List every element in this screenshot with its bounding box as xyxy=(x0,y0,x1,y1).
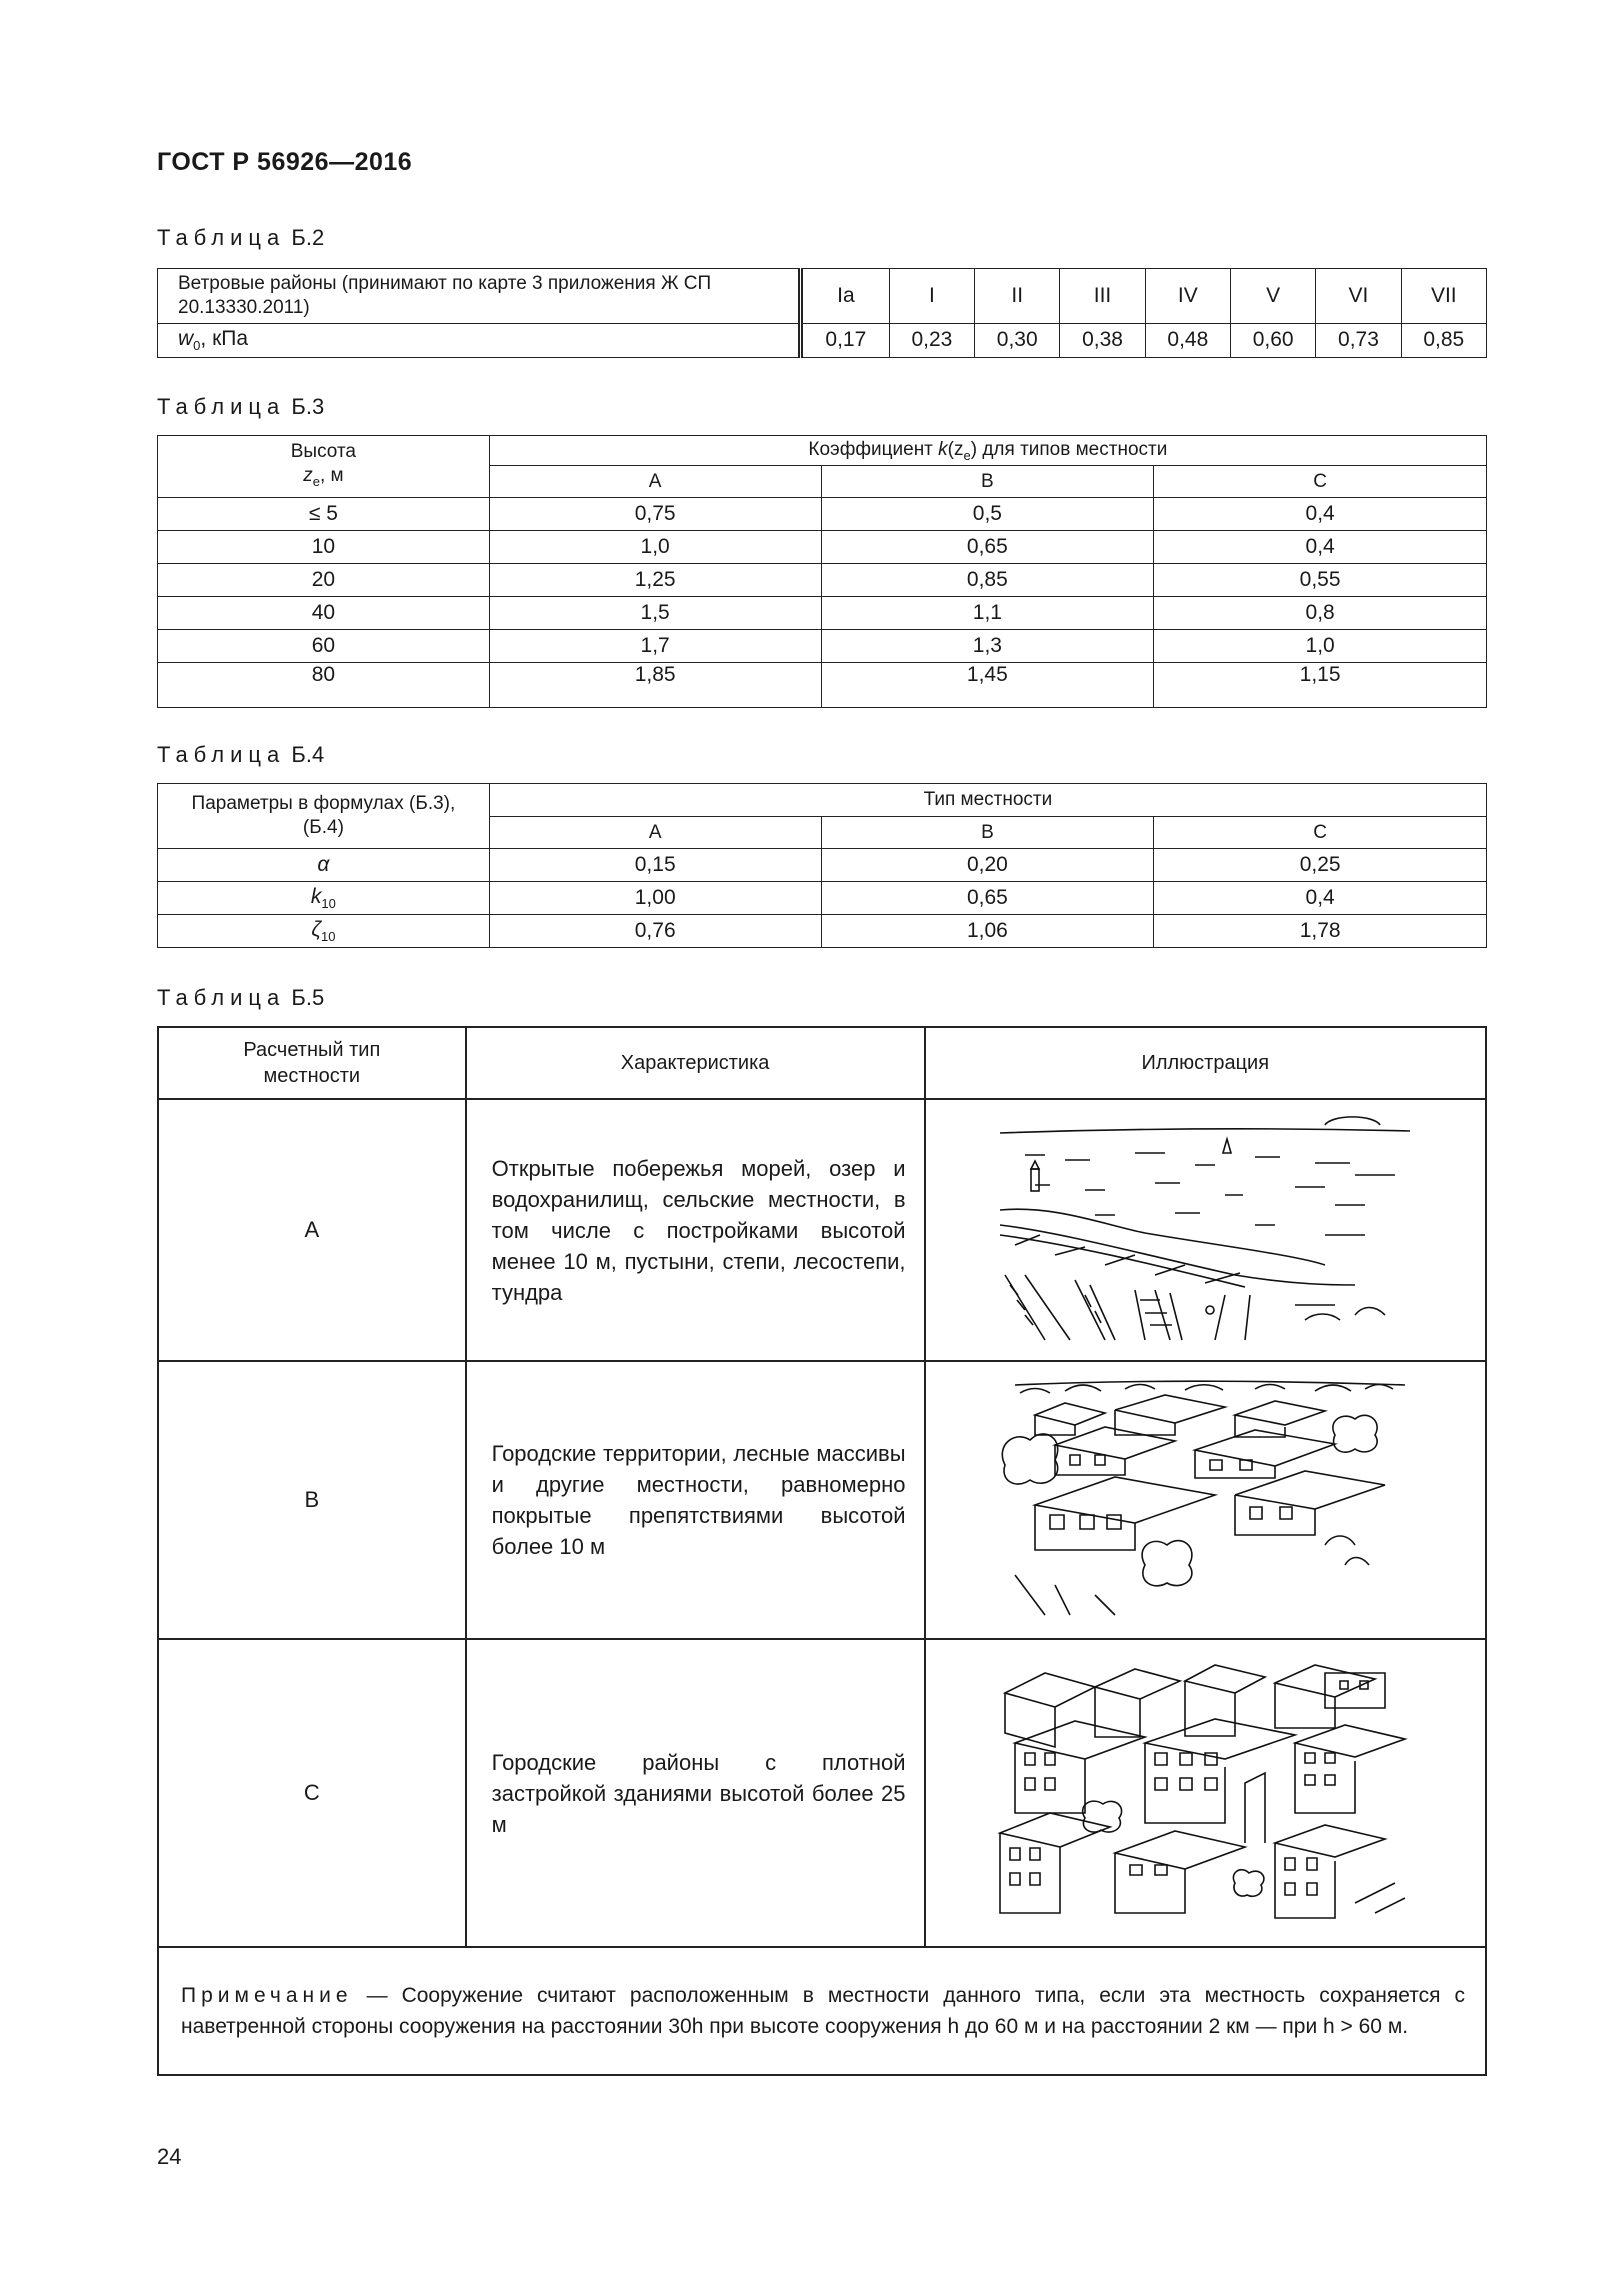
terrain-type-header: A xyxy=(489,817,821,849)
wind-district-cell: IV xyxy=(1145,269,1230,324)
table-b3-body xyxy=(158,498,1487,708)
z-subscript: e xyxy=(963,447,971,463)
height-cell: 80 xyxy=(158,663,490,708)
coefficient-cell: 1,7 xyxy=(489,630,821,663)
w-unit: , кПа xyxy=(200,327,249,351)
coefficient-cell: 0,75 xyxy=(489,498,821,531)
coefficient-cell: 1,25 xyxy=(489,564,821,597)
table-caption-number: Б.4 xyxy=(291,742,325,767)
k-symbol: k xyxy=(938,438,948,460)
table-b2-row1-label: Ветровые районы (принимают по карте 3 приложения Ж СП 20.13330.2011) xyxy=(158,269,801,324)
table-b5-caption xyxy=(157,985,324,1011)
page-number: 24 xyxy=(157,2144,182,2169)
parameter-value-cell: 1,00 xyxy=(489,882,821,915)
wind-district-cell: Ia xyxy=(801,269,890,324)
wind-district-cell: VI xyxy=(1316,269,1401,324)
note-text: — Сооружение считают расположенным в местности данного типа, если эта местность сохраняется с наветренной стороны сооружения на расстоянии 30h при высоте сооружения h до 60 м и на расстоянии 2 км — при h > 60 м. xyxy=(181,1984,1465,2038)
height-cell: 10 xyxy=(158,531,490,564)
terrain-type: A xyxy=(158,1099,466,1361)
table-row xyxy=(158,915,1487,948)
table-row xyxy=(158,849,1487,882)
table-row xyxy=(158,882,1487,915)
coefficient-cell: 0,55 xyxy=(1154,564,1487,597)
wind-district-cell: III xyxy=(1060,269,1145,324)
table-caption-prefix: Таблица xyxy=(157,394,286,419)
wind-pressure-cell: 0,85 xyxy=(1401,323,1486,357)
height-cell: ≤ 5 xyxy=(158,498,490,531)
table-b2-row2-label xyxy=(158,323,801,357)
wind-district-cell: I xyxy=(889,269,974,324)
illustration-cell xyxy=(925,1639,1486,1947)
coefficient-cell: 1,1 xyxy=(821,597,1154,630)
wind-pressure-cell: 0,17 xyxy=(801,323,890,357)
parameter-value-cell: 0,4 xyxy=(1154,882,1487,915)
height-label: Высота xyxy=(290,440,356,462)
terrain-type: B xyxy=(158,1361,466,1639)
table-b4-caption xyxy=(157,742,324,768)
table-b3-coef-header xyxy=(489,436,1486,466)
wind-pressure-cell: 0,60 xyxy=(1230,323,1315,357)
table-caption-number: Б.2 xyxy=(291,225,325,250)
parameter-value-cell: 0,65 xyxy=(821,882,1154,915)
table-caption-prefix: Таблица xyxy=(157,742,286,767)
table-caption-prefix: Таблица xyxy=(157,985,286,1010)
table-row xyxy=(158,564,1487,597)
parameter-subscript: 10 xyxy=(321,896,336,911)
coefficient-cell: 1,45 xyxy=(821,663,1154,708)
coefficient-cell: 1,3 xyxy=(821,630,1154,663)
terrain-description: Городские районы с плотной застройкой зданиями высотой более 25 м xyxy=(466,1639,925,1947)
terrain-type-header: C xyxy=(1154,466,1487,498)
table-caption-number: Б.5 xyxy=(291,985,325,1010)
parameter-value-cell: 0,25 xyxy=(1154,849,1487,882)
w-symbol: w xyxy=(178,327,194,351)
parameter-value-cell: 0,76 xyxy=(489,915,821,948)
z-subscript: e xyxy=(312,473,320,489)
parameter-cell xyxy=(158,915,490,948)
open-coast-illustration xyxy=(995,1115,1415,1345)
parameter-symbol: ζ xyxy=(311,918,322,941)
coefficient-cell: 0,65 xyxy=(821,531,1154,564)
table-row xyxy=(158,597,1487,630)
document-header: ГОСТ Р 56926—2016 xyxy=(157,148,413,176)
coefficient-cell: 1,5 xyxy=(489,597,821,630)
coefficient-cell: 0,85 xyxy=(821,564,1154,597)
coefficient-cell: 0,5 xyxy=(821,498,1154,531)
parameter-cell xyxy=(158,849,490,882)
table-b5-col-type: Расчетный тип местности xyxy=(158,1027,466,1099)
table-row xyxy=(158,630,1487,663)
table-b5-col-characteristic: Характеристика xyxy=(466,1027,925,1099)
coefficient-cell: 0,4 xyxy=(1154,498,1487,531)
parameter-value-cell: 0,20 xyxy=(821,849,1154,882)
table-b4-type-header: Тип местности xyxy=(489,784,1486,817)
terrain-type-header: C xyxy=(1154,817,1487,849)
parameter-symbol: α xyxy=(317,853,330,876)
coefficient-cell: 1,85 xyxy=(489,663,821,708)
parameter-cell xyxy=(158,882,490,915)
table-row xyxy=(158,1099,1486,1361)
parameter-subscript: 10 xyxy=(321,929,336,944)
table-row xyxy=(158,663,1487,708)
terrain-type-header: B xyxy=(821,817,1154,849)
w-subscript: 0 xyxy=(193,338,201,354)
table-b4 xyxy=(157,783,1487,948)
illustration-cell xyxy=(925,1361,1486,1639)
parameter-symbol: k xyxy=(310,885,322,908)
table-b3 xyxy=(157,435,1487,708)
terrain-type: C xyxy=(158,1639,466,1947)
terrain-description: Открытые побережья морей, озер и водохранилищ, сельские местности, в том числе с постройками высотой менее 10 м, пустыни, степи, лесостепи, тундра xyxy=(466,1099,925,1361)
table-b3-height-header xyxy=(158,436,490,498)
table-caption-number: Б.3 xyxy=(291,394,325,419)
z-symbol: z xyxy=(303,464,313,486)
coefficient-cell: 1,15 xyxy=(1154,663,1487,708)
table-b4-body xyxy=(158,849,1487,948)
table-row xyxy=(158,531,1487,564)
wind-pressure-cell: 0,48 xyxy=(1145,323,1230,357)
parameter-value-cell: 0,15 xyxy=(489,849,821,882)
table-b5-col-illustration: Иллюстрация xyxy=(925,1027,1486,1099)
wind-pressure-cell: 0,30 xyxy=(975,323,1060,357)
table-b2 xyxy=(157,268,1487,358)
wind-district-cell: II xyxy=(975,269,1060,324)
wind-district-cell: VII xyxy=(1401,269,1486,324)
dense-city-illustration xyxy=(995,1653,1415,1933)
suburban-illustration xyxy=(995,1375,1415,1625)
wind-pressure-cell: 0,23 xyxy=(889,323,974,357)
coefficient-cell: 1,0 xyxy=(1154,630,1487,663)
height-unit: , м xyxy=(319,464,344,486)
table-b5-note xyxy=(158,1947,1486,2075)
table-row xyxy=(158,1361,1486,1639)
table-caption-prefix: Таблица xyxy=(157,225,286,250)
table-row xyxy=(158,1639,1486,1947)
wind-district-cell: V xyxy=(1230,269,1315,324)
note-label: Примечание xyxy=(181,1984,353,2007)
height-cell: 60 xyxy=(158,630,490,663)
coefficient-cell: 0,4 xyxy=(1154,531,1487,564)
coefficient-cell: 1,0 xyxy=(489,531,821,564)
terrain-description: Городские территории, лесные массивы и другие местности, равномерно покрытые препятствиями высотой более 10 м xyxy=(466,1361,925,1639)
z-open: (z xyxy=(947,438,964,460)
table-b3-caption xyxy=(157,394,324,420)
wind-pressure-cell: 0,38 xyxy=(1060,323,1145,357)
height-cell: 20 xyxy=(158,564,490,597)
parameter-value-cell: 1,06 xyxy=(821,915,1154,948)
terrain-type-header: A xyxy=(489,466,821,498)
coefficient-cell: 0,8 xyxy=(1154,597,1487,630)
wind-pressure-cell: 0,73 xyxy=(1316,323,1401,357)
table-b4-param-header: Параметры в формулах (Б.3), (Б.4) xyxy=(158,784,490,849)
table-row xyxy=(158,498,1487,531)
height-cell: 40 xyxy=(158,597,490,630)
table-b2-caption xyxy=(157,225,324,251)
terrain-type-header: B xyxy=(821,466,1154,498)
coef-post: ) для типов местности xyxy=(970,438,1168,460)
illustration-cell xyxy=(925,1099,1486,1361)
coef-pre: Коэффициент xyxy=(808,438,939,460)
table-b5 xyxy=(157,1026,1487,2076)
parameter-value-cell: 1,78 xyxy=(1154,915,1487,948)
